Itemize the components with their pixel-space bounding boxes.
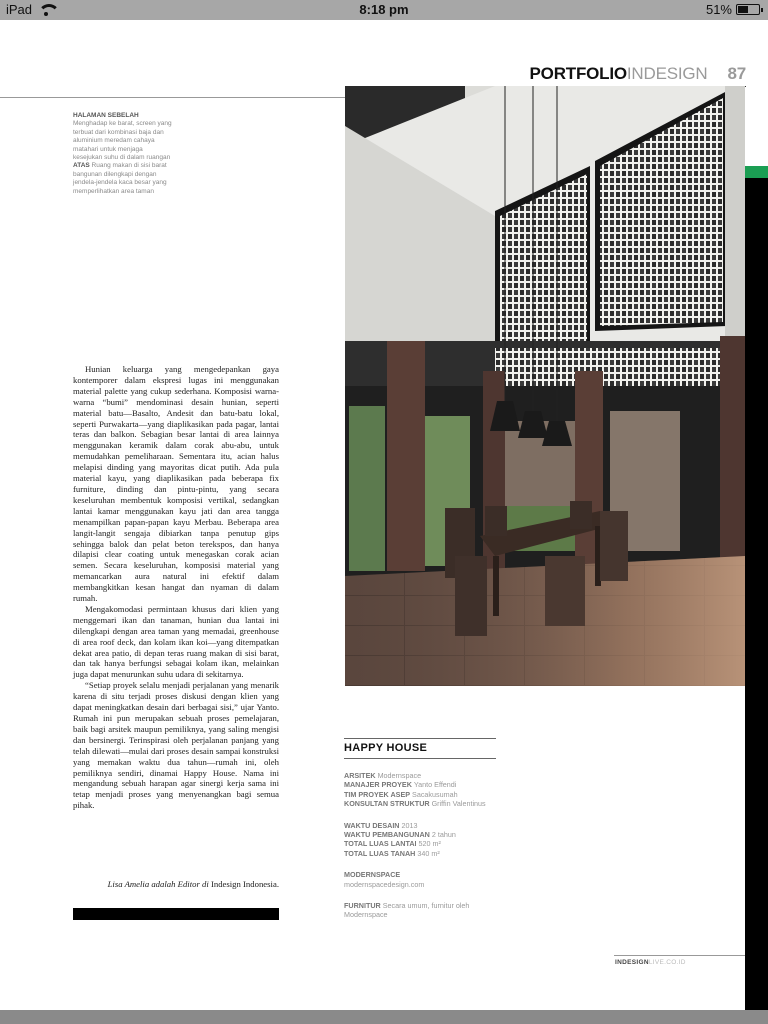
- page-number: 87: [727, 64, 746, 83]
- footer-brand: INDESIGN: [615, 959, 649, 966]
- photo-caption: [73, 112, 173, 196]
- credit-label: WAKTU DESAIN: [344, 820, 400, 830]
- project-title: HAPPY HOUSE: [344, 742, 428, 754]
- credits-team: [344, 771, 496, 809]
- credit-label: TIM PROYEK ASEP: [344, 789, 411, 799]
- signature-italic: Lisa Amelia adalah Editor di: [107, 879, 209, 889]
- credit-value: Yanto Effendi: [413, 780, 457, 790]
- credit-label: ARSITEK: [344, 771, 376, 780]
- caption-head-top: ATAS: [73, 162, 90, 170]
- status-right: [706, 2, 760, 17]
- credit-value: 340 m²: [417, 848, 440, 858]
- section-title: PORTFOLIO: [529, 64, 627, 83]
- credit-value: 520 m²: [418, 839, 441, 849]
- footer-domain: LIVE.CO.ID: [648, 959, 686, 966]
- author-signature: [73, 879, 279, 889]
- credit-tim: [344, 790, 496, 799]
- caption-text-top: Ruang makan di sisi barat bangunan dilengkapi dengan jendela-jendela kaca besar yang memperlihatkan area taman: [73, 162, 167, 195]
- credit-luas-tanah: [344, 849, 496, 858]
- battery-icon: [736, 4, 760, 15]
- caption-text-prev: Menghadap ke barat, screen yang terbuat dari kombinasi baja dan aluminium meredam cahaya matahari untuk menjaga kesejukan suhu di dalam ruangan: [73, 120, 172, 162]
- credits-firm: [344, 870, 496, 889]
- credit-firm-name: [344, 870, 496, 879]
- device-name: iPad: [6, 2, 33, 17]
- credit-luas-lantai: [344, 839, 496, 848]
- credit-label: WAKTU PEMBANGUNAN: [344, 830, 430, 840]
- bottom-bar: [0, 1010, 768, 1024]
- edge-tab: [745, 166, 768, 178]
- article-body: [73, 364, 279, 811]
- battery-percent: 51%: [705, 2, 732, 17]
- magazine-name: INDESIGN: [626, 64, 708, 83]
- footer-site: [615, 959, 686, 966]
- credit-value: 2 tahun: [431, 830, 456, 840]
- credit-label: KONSULTAN STRUKTUR: [344, 799, 430, 809]
- credit-label: TOTAL LUAS TANAH: [344, 848, 416, 858]
- credit-value: Modernspace: [377, 771, 422, 780]
- credits-furnitur: [344, 901, 496, 920]
- credit-label: MANAJER PROYEK: [344, 780, 412, 790]
- project-credits: [344, 738, 496, 920]
- credit-waktu-pembangunan: [344, 830, 496, 839]
- caption-head-prev: HALAMAN SEBELAH: [73, 112, 139, 119]
- paragraph-2: Mengakomodasi permintaan khusus dari klien yang menggemari ikan dan tanaman, hunian dua lantai ini dilengkapi dengan area taman yang memadai, greenhouse di area roof deck, dan kolam ikan koi—yang ditempatkan dekat area patio, di depan teras ruang makan di sisi barat, dan tak hanya berfungsi sebagai kolam ikan, melainkan juga dapat menurunkan suhu udara di sekitarnya.: [73, 603, 279, 680]
- credit-value: Griffin Valentinus: [431, 799, 486, 809]
- end-bar: [73, 908, 279, 920]
- paragraph-1: Hunian keluarga yang mengedepankan gaya kontemporer dalam ekspresi lugas ini menggunakan material palette yang cukup sederhana. Komposisi warna-warna “bumi” mendominasi desain hunian, seperti material batu—Basalto, Andesit dan batu-batu lokal, seperti Purwakarta—yang diaplikasikan pada pagar, lantai teras dan balkon. Sebagian besar lantai di area lainnya menggunakan keramik dalam corak abu-abu, untuk memudahkan pemeliharaan. Sementara itu, acian halus melapisi dinding yang mayoritas dicat putih. Ada pula material kayu, yang diaplikasikan pada beberapa fix furniture, dinding dan pintu-pintu, yang secara keseluruhan membentuk komposisi vertikal, sedangkan lantai kamar menggunakan kayu jati dan area tangga menampilkan papan-papan kayu Merbau. Beberapa area langit-langit sengaja dibiarkan tanpa penutup gips sehingga balok dan pelat beton terekspos, dan hanya dilapisi clear coating untuk menegaskan corak acian semen. Secara keseluruhan, komposisi material yang memancarkan aura natural ini efektif dalam membangkitkan kesan hangat dan nyaman di dalam rumah.: [73, 364, 279, 604]
- credit-furnitur: [344, 901, 496, 920]
- battery-fill: [738, 6, 748, 13]
- paragraph-3: “Setiap proyek selalu menjadi perjalanan yang menarik karena di situ terjadi proses diskusi dengan klien yang dapat meningkatkan desain dari berbagai sisi,” ujar Yanto. Rumah ini pun merupakan sebuah proses pemelajaran, baik bagi arsitek maupun pemiliknya, yang saling mengisi dan bersinergi. Terinspirasi oleh perjalanan panjang yang telah dilewati—mulai dari proses desain sampai konstruksi yang memakan waktu dua tahun—rumah ini, oleh pemiliknya sendiri, dinamai Happy House. Nama ini mengandung sebuah harapan agar sinergi kerja sama ini tetap menjadi proses yang menyenangkan bagi semua pihak.: [73, 680, 279, 811]
- credit-label: TOTAL LUAS LANTAI: [344, 839, 417, 849]
- credit-waktu-desain: [344, 821, 496, 830]
- top-rule: [0, 97, 345, 98]
- status-bar: [0, 0, 768, 20]
- credit-manajer: [344, 780, 496, 789]
- credits-timeline: [344, 821, 496, 859]
- dining-room-photo: [345, 86, 745, 686]
- credit-label: MODERNSPACE: [344, 870, 401, 880]
- status-time: 8:18 pm: [359, 2, 409, 17]
- signature-rest: Indesign Indonesia.: [208, 879, 279, 889]
- footer-rule: [614, 955, 745, 956]
- page-header: [530, 64, 746, 84]
- page-edge-strip: [745, 178, 768, 1010]
- credits-title-rule: [344, 758, 496, 759]
- credit-value: Secara umum, furnitur oleh Modernspace: [344, 901, 470, 920]
- credit-label: FURNITUR: [344, 901, 381, 911]
- credit-value: 2013: [401, 820, 418, 830]
- credit-firm-url[interactable]: modernspacedesign.com: [344, 879, 425, 889]
- credit-arsitek: [344, 771, 496, 780]
- credit-value: Sacakusumah: [412, 789, 458, 799]
- credit-konsultan: [344, 799, 496, 808]
